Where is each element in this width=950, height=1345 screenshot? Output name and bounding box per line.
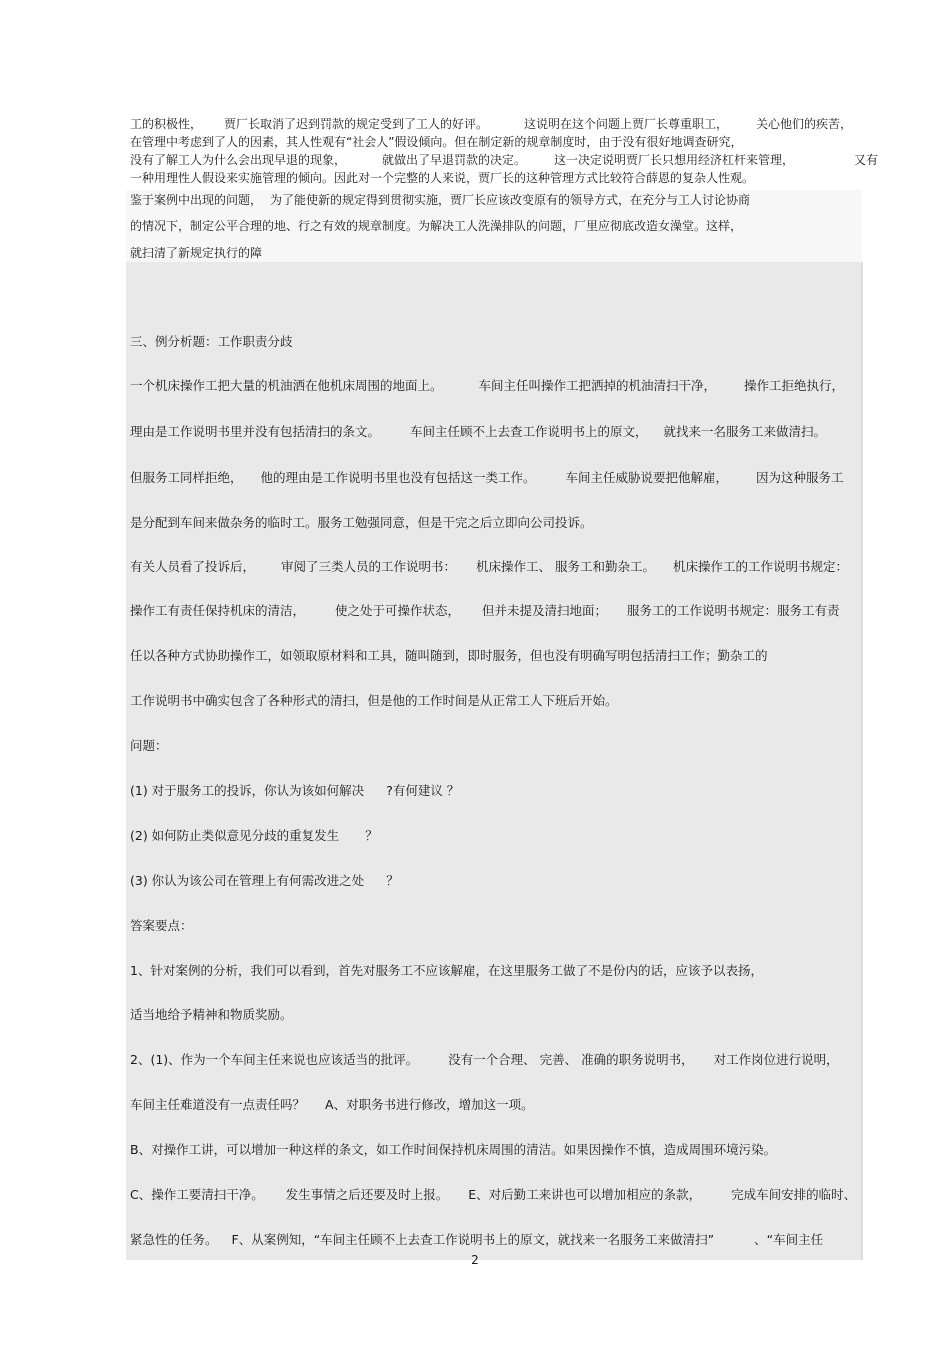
section-text-segment: 任以各种方式协助操作工，如领取原材料和工具，随叫随到，即时服务，但也没有明确写明包括清扫工作；勤杂工的	[130, 648, 768, 663]
section-text-segment: A、对职务书进行修改，增加这一项。	[325, 1097, 534, 1112]
top-paragraph-text-segment: 没有了解工人为什么会出现早退的现象，	[130, 153, 347, 167]
section-line	[130, 1232, 823, 1248]
section-line	[130, 738, 168, 754]
section-text-segment: 适当地给予精神和物质奖励。	[130, 1007, 293, 1022]
section-line	[130, 918, 193, 934]
section-text-segment: 操作工拒绝执行，	[744, 378, 845, 393]
section-text-segment: 操作工有责任保持机床的清洁，	[130, 603, 306, 618]
section-line	[130, 424, 826, 440]
top-paragraph-line	[130, 152, 878, 168]
section-text-segment: F、从案例知，“车间主任顾不上去查工作说明书上的原文，就找来一名服务工来做清扫”	[231, 1232, 715, 1247]
section-text-segment: 他的理由是工作说明书里也没有包括这一类工作。	[260, 470, 536, 485]
section-text-segment: 有关人员看了投诉后，	[130, 559, 256, 574]
top-paragraph-text-segment: 就做出了早退罚款的决定。	[382, 153, 527, 167]
section-text-segment: 问题：	[130, 738, 168, 753]
section-text-segment: 但服务工同样拒绝，	[130, 470, 243, 485]
section-line	[130, 693, 618, 709]
section-text-segment: ？	[386, 873, 399, 888]
top-paragraph-text-segment: 工的积极性，	[130, 117, 203, 131]
section-text-segment: 车间主任叫操作工把洒掉的机油清扫干净，	[478, 378, 717, 393]
section-text-segment: 车间主任威胁说要把他解雇，	[565, 470, 729, 485]
section-text-segment: 理由是工作说明书里并没有包括清扫的条文。	[130, 424, 381, 439]
section-text-segment: 工作说明书中确实包含了各种形式的清扫，但是他的工作时间是从正常工人下班后开始。	[130, 693, 618, 708]
section-line	[130, 648, 768, 664]
top-paragraph-line	[130, 170, 754, 186]
shaded-area-edge	[861, 262, 863, 1260]
top-paragraph-text-segment: 鉴于案例中出现的问题，	[130, 193, 263, 207]
section-line	[130, 1052, 839, 1068]
top-paragraph-text-segment: 贾厂长取消了迟到罚款的规定受到了工人的好评。	[224, 117, 489, 131]
top-paragraph-text-segment: 关心他们的疾苦，	[756, 117, 853, 131]
section-text-segment: 就找来一名服务工来做清扫。	[663, 424, 827, 439]
section-text-segment: 但并未提及清扫地面；	[482, 603, 608, 618]
section-text-segment: 车间主任难道没有一点责任吗？	[130, 1097, 306, 1112]
section-text-segment: 2、(1)、作为一个车间主任来说也应该适当的批评。	[130, 1052, 419, 1067]
top-paragraph-line	[130, 134, 742, 150]
section-text-segment: ？	[365, 828, 378, 843]
section-line	[130, 963, 763, 979]
section-line	[130, 828, 378, 844]
top-paragraph-line	[130, 218, 742, 234]
section-line	[130, 1142, 776, 1158]
top-paragraph-text-segment: 这说明在这个问题上贾厂长尊重职工，	[524, 117, 729, 131]
section-text-segment: 1、针对案例的分析，我们可以看到，首先对服务工不应该解雇，在这里服务工做了不是份内的话，应该予以表扬，	[130, 963, 763, 978]
section-text-segment: 紧急性的任务。	[130, 1232, 218, 1247]
section-text-segment: (2) 如何防止类似意见分歧的重复发生	[130, 828, 340, 843]
section-text-segment: 使之处于可操作状态，	[335, 603, 461, 618]
section-line	[130, 1187, 856, 1203]
section-text-segment: 发生事情之后还要及时上报。	[285, 1187, 449, 1202]
section-line	[130, 783, 459, 799]
section-text-segment: 服务工的工作说明书规定：服务工有责	[627, 603, 840, 618]
section-text-segment: B、对操作工讲，可以增加一种这样的条文，如工作时间保持机床周围的清洁。如果因操作不慎，造成周围环境污染。	[130, 1142, 777, 1157]
section-text-segment: ?有何建议 ？	[386, 783, 460, 798]
section-text-segment: 、“车间主任	[754, 1232, 824, 1247]
section-text-segment: 因为这种服务工	[756, 470, 844, 485]
top-paragraph-text-segment: 为了能使新的规定得到贯彻实施，贾厂长应该改变原有的领导方式，在充分与工人讨论协商	[270, 193, 751, 207]
page-number: 2	[471, 1253, 479, 1267]
section-line	[130, 1007, 293, 1023]
section-text-segment: 三、例分析题：工作职责分歧	[130, 334, 293, 349]
section-line	[130, 873, 399, 889]
section-text-segment: E、对后勤工来讲也可以增加相应的条款，	[468, 1187, 702, 1202]
top-paragraph-line	[130, 192, 750, 208]
top-paragraph-text-segment: 在管理中考虑到了人的因素，其人性观有“社会人”假设倾向。但在制定新的规章制度时，由于没有很好地调查研究，	[130, 135, 743, 149]
section-text-segment: (3) 你认为该公司在管理上有何需改进之处	[130, 873, 365, 888]
section-line	[130, 1097, 534, 1113]
section-text-segment: 机床操作工、 服务工和勤杂工。	[476, 559, 656, 574]
section-text-segment: 完成车间安排的临时、	[731, 1187, 857, 1202]
top-paragraph-text-segment: 的情况下，制定公平合理的地、行之有效的规章制度。为解决工人洗澡排队的问题，厂里应彻底改造女澡堂。这样，	[130, 219, 743, 233]
top-paragraph-text-segment: 这一决定说明贾厂长只想用经济杠杆来管理，	[554, 153, 795, 167]
section-line	[130, 603, 840, 619]
section-text-segment: 车间主任顾不上去查工作说明书上的原文，	[410, 424, 648, 439]
section-line	[130, 334, 293, 350]
section-text-segment: 答案要点：	[130, 918, 193, 933]
section-line	[130, 378, 844, 394]
section-text-segment: 是分配到车间来做杂务的临时工。服务工勉强同意，但是干完之后立即向公司投诉。	[130, 515, 593, 530]
section-text-segment: 审阅了三类人员的工作说明书：	[281, 559, 457, 574]
top-paragraph-line	[130, 245, 262, 261]
top-paragraph-text-segment: 一种用理性人假设来实施管理的倾向。因此对一个完整的人来说，贾厂长的这种管理方式比较符合薛恩的复杂人性观。	[130, 171, 755, 185]
section-text-segment: 对工作岗位进行说明，	[713, 1052, 839, 1067]
section-line	[130, 515, 593, 531]
section-text-segment: 机床操作工的工作说明书规定：	[673, 559, 849, 574]
top-paragraph-text-segment: 就扫清了新规定执行的障	[130, 246, 263, 260]
section-line	[130, 470, 844, 486]
section-text-segment: (1) 对于服务工的投诉，你认为该如何解决	[130, 783, 365, 798]
section-line	[130, 559, 848, 575]
section-text-segment: 一个机床操作工把大量的机油洒在他机床周围的地面上。	[130, 378, 443, 393]
section-text-segment: 没有一个合理、 完善、 准确的职务说明书，	[448, 1052, 694, 1067]
section-text-segment: C、操作工要清扫干净。	[130, 1187, 264, 1202]
top-paragraph-line	[130, 116, 852, 132]
top-paragraph-text-segment: 又有	[854, 153, 879, 167]
